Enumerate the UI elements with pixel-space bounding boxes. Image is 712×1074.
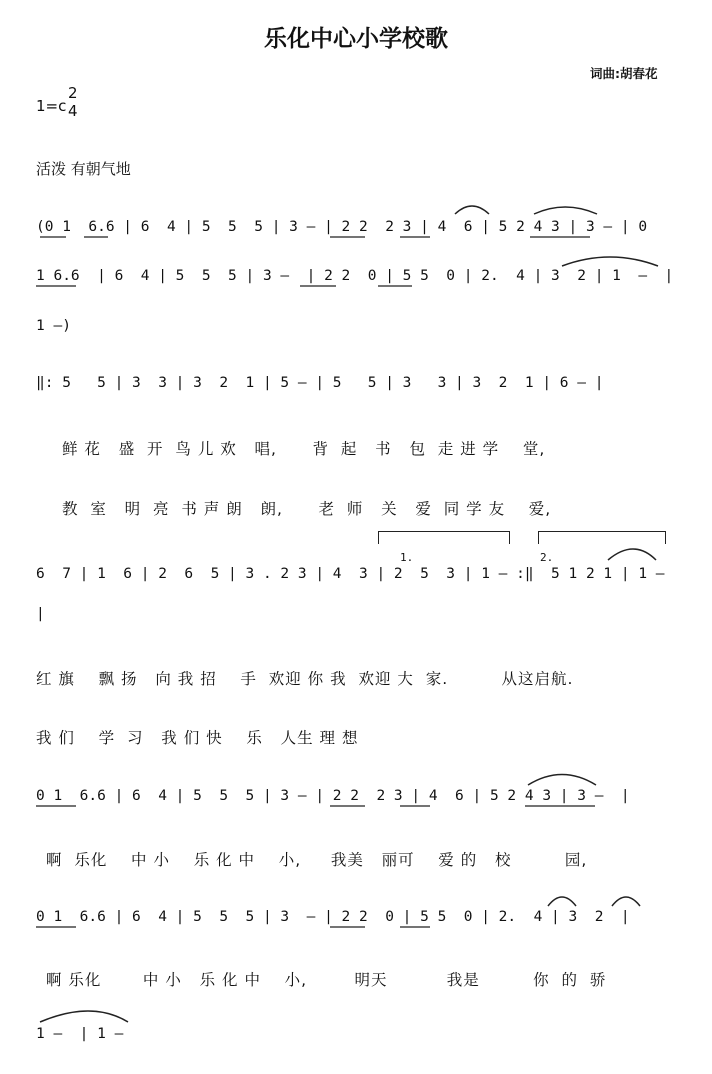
composer-credit: 词曲:胡春花 bbox=[590, 66, 658, 81]
notation-line-7: 0 1 6.6 | 6 4 | 5 5 5 | 3 — | 2 2 2 3 | 4 6 | 5 2 4 3 | 3 — | bbox=[36, 788, 630, 804]
slur-line-1a bbox=[455, 206, 489, 214]
slur-line-9 bbox=[40, 1011, 128, 1022]
notation-line-4: ‖: 5 5 | 3 3 | 3 2 1 | 5 — | 5 5 | 3 3 | 3 2 1 | 6 — | bbox=[36, 375, 604, 391]
notation-line-2: 1 6.6 | 6 4 | 5 5 5 | 3 — | 2 2 0 | 5 5 0 | 2. 4 | 3 2 | 1 — | bbox=[36, 268, 674, 284]
beam-underlines bbox=[36, 237, 595, 927]
lyric-line-6: 啊 乐化 中 小 乐 化 中 小, 明天 我是 你 的 骄 bbox=[46, 971, 607, 989]
slur-line-7 bbox=[528, 775, 596, 786]
slur-line-1b bbox=[534, 207, 597, 214]
slur-line-8b bbox=[612, 897, 640, 906]
notation-line-9: 1 — | 1 — bbox=[36, 1026, 124, 1042]
slur-line-2 bbox=[562, 257, 658, 266]
lyric-line-5: 啊 乐化 中 小 乐 化 中 小, 我美 丽可 爱 的 校 园, bbox=[46, 851, 588, 869]
lyric-line-1: 鲜 花 盛 开 鸟 儿 欢 唱, 背 起 书 包 走 进 学 堂, bbox=[62, 440, 546, 458]
lyric-line-4: 我 们 学 习 我 们 快 乐 人生 理 想 bbox=[36, 729, 359, 747]
notation-line-8: 0 1 6.6 | 6 4 | 5 5 5 | 3 — | 2 2 0 | 5 5 0 | 2. 4 | 3 2 | bbox=[36, 909, 630, 925]
notation-line-5: 6 7 | 1 6 | 2 6 5 | 3 . 2 3 | 4 3 | 2 5 3 | 1 — :‖ 5 1 2 1 | 1 — bbox=[36, 566, 665, 582]
second-ending-label: 2. bbox=[540, 551, 554, 564]
first-ending-label: 1. bbox=[400, 551, 414, 564]
time-signature-bottom: 4 bbox=[68, 102, 78, 120]
slur-line-8a bbox=[548, 897, 576, 906]
key-signature: 1=c bbox=[36, 97, 67, 115]
slur-line-5 bbox=[608, 549, 656, 560]
notation-line-6: | bbox=[36, 606, 45, 622]
notation-line-3: 1 —) bbox=[36, 318, 71, 334]
lyric-line-2: 教 室 明 亮 书 声 朗 朗, 老 师 关 爱 同 学 友 爱, bbox=[62, 500, 552, 518]
page-title: 乐化中心小学校歌 bbox=[264, 26, 448, 52]
notation-line-1: (0 1 6.6 | 6 4 | 5 5 5 | 3 — | 2 2 2 3 | 4 6 | 5 2 4 3 | 3 — | 0 bbox=[36, 219, 648, 235]
tempo-marking: 活泼 有朝气地 bbox=[36, 160, 131, 178]
lyric-line-3: 红 旗 飘 扬 向 我 招 手 欢迎 你 我 欢迎 大 家. 从这启航. bbox=[36, 670, 574, 688]
time-signature-top: 2 bbox=[68, 84, 78, 102]
